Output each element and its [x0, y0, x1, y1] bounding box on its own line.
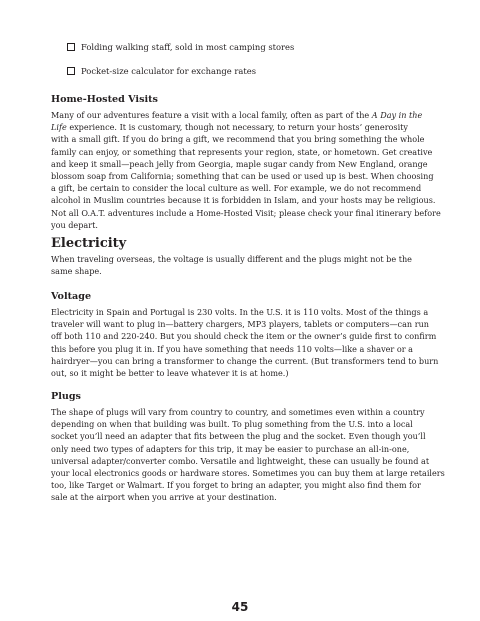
- checklist-item[interactable]: [67, 41, 294, 53]
- paragraph-line: same shape.: [51, 266, 102, 277]
- paragraph-line: with a small gift. If you do bring a gift, we recommend that you bring something the whole: [51, 134, 425, 145]
- paragraph-line: too, like Target or Walmart. If you forget to bring an adapter, you might also find them for: [51, 480, 421, 491]
- paragraph-line: Many of our adventures feature a visit with a local family, often as part of the A Day in the: [51, 110, 423, 120]
- paragraph-line: socket you’ll need an adapter that fits between the plug and the socket. Even though you’ll: [51, 431, 426, 442]
- paragraph-line: Not all O.A.T. adventures include a Home-Hosted Visit; please check your final itinerary before: [51, 207, 441, 218]
- paragraph-line: only need two types of adapters for this trip, it may be easier to purchase an all-in-one,: [51, 443, 410, 454]
- checklist-item[interactable]: [67, 65, 256, 77]
- paragraph-line: depending on when that building was built. To plug something from the U.S. into a local: [51, 419, 413, 430]
- paragraph-line: and keep it small—peach jelly from Georgia, maple sugar candy from New England, orange: [51, 158, 428, 169]
- electricity-heading: Electricity: [51, 236, 127, 251]
- checkbox-icon[interactable]: [67, 43, 75, 51]
- checkbox-icon[interactable]: [67, 67, 75, 75]
- plugs-paragraph: [51, 406, 445, 504]
- paragraph-line: traveler will want to plug in—battery chargers, MP3 players, tablets or computers—can run: [51, 319, 429, 330]
- paragraph-line: out, so it might be better to leave whatever it is at home.): [51, 368, 289, 379]
- paragraph-line: alcohol in Muslim countries because it is forbidden in Islam, and your hosts may be religious.: [51, 195, 436, 206]
- home-hosted-paragraph: [51, 109, 441, 231]
- checklist-item-label: Pocket-size calculator for exchange rates: [81, 66, 257, 76]
- paragraph-line: you depart.: [51, 219, 98, 230]
- paragraph-line: your local electronics goods or hardware stores. Sometimes you can buy them at large retailers: [51, 468, 445, 479]
- checklist-item-label: Folding walking staff, sold in most camping stores: [81, 42, 295, 52]
- paragraph-line: family can enjoy, or something that represents your region, state, or hometown. Get creative: [51, 146, 433, 157]
- paragraph-line: sale at the airport when you arrive at your destination.: [51, 492, 277, 503]
- paragraph-line: this before you plug it in. If you have something that needs 110 volts—like a shaver or a: [51, 343, 414, 354]
- paragraph-line: universal adapter/converter combo. Versatile and lightweight, these can usually be found at: [51, 455, 430, 466]
- page-number: 45: [231, 600, 249, 614]
- electricity-paragraph: [51, 253, 431, 277]
- paragraph-line: When traveling overseas, the voltage is usually different and the plugs might not be the: [51, 254, 412, 264]
- paragraph-line: Electricity in Spain and Portugal is 230 volts. In the U.S. it is 110 volts. Most of the things a: [51, 307, 429, 317]
- paragraph-line: The shape of plugs will vary from country to country, and sometimes even within a country: [51, 407, 425, 417]
- paragraph-line: Life experience. It is customary, though not necessary, to return your hosts’ generosity: [51, 122, 408, 133]
- voltage-heading: Voltage: [51, 291, 92, 302]
- paragraph-line: blossom soap from California; something that can be used or used up is best. When choosing: [51, 171, 434, 182]
- paragraph-line: a gift, be certain to consider the local culture as well. For example, we do not recommend: [51, 183, 422, 194]
- plugs-heading: Plugs: [51, 391, 81, 402]
- voltage-paragraph: [51, 306, 439, 379]
- paragraph-line: off both 110 and 220-240. But you should check the item or the owner’s guide first to confirm: [51, 331, 437, 342]
- paragraph-line: hairdryer—you can bring a transformer to change the current. (But transformers tend to burn: [51, 355, 439, 366]
- home-hosted-heading: Home-Hosted Visits: [51, 94, 158, 105]
